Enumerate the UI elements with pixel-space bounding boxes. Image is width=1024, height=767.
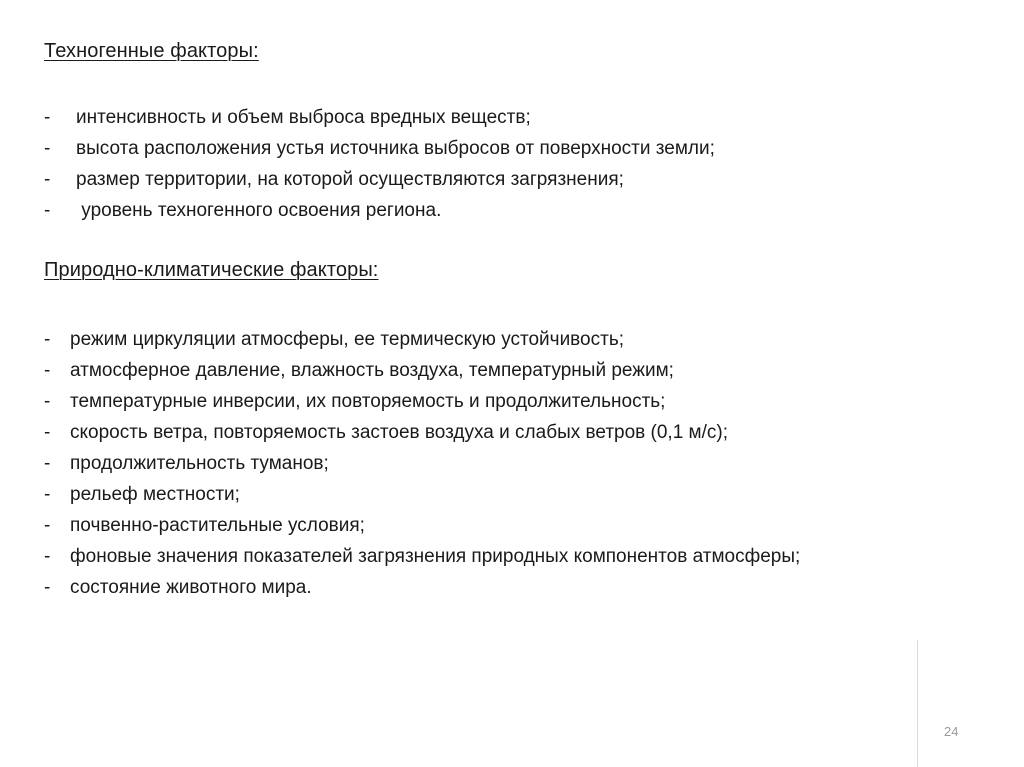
list-dash: - xyxy=(44,200,51,221)
list-item-text: состояние животного мира. xyxy=(70,577,312,598)
list-item-text: интенсивность и объем выброса вредных веществ; xyxy=(76,107,531,128)
page-number: 24 xyxy=(944,724,959,739)
list-item-text: рельеф местности; xyxy=(70,484,240,505)
list-dash: - xyxy=(44,546,51,567)
technogenic-heading: Техногенные факторы: xyxy=(44,40,259,62)
list-item-text: режим циркуляции атмосферы, ее термическую устойчивость; xyxy=(70,329,625,350)
slide-edge-line xyxy=(917,640,918,767)
list-dash: - xyxy=(44,138,51,159)
list-dash: - xyxy=(44,169,51,190)
list-item xyxy=(44,102,715,133)
list-dash: - xyxy=(44,515,51,536)
list-item-text: почвенно-растительные условия; xyxy=(70,515,365,536)
list-item-text: фоновые значения показателей загрязнения природных компонентов атмосферы; xyxy=(70,546,801,567)
list-dash: - xyxy=(44,422,51,443)
list-item xyxy=(44,572,800,603)
list-item xyxy=(44,164,715,195)
list-dash: - xyxy=(44,360,51,381)
list-dash: - xyxy=(44,329,51,350)
list-item xyxy=(44,417,800,448)
technogenic-list xyxy=(44,102,715,226)
list-item-text: температурные инверсии, их повторяемость и продолжительность; xyxy=(70,391,666,412)
list-item xyxy=(44,324,800,355)
list-dash: - xyxy=(44,484,51,505)
list-item xyxy=(44,195,715,226)
list-item xyxy=(44,479,800,510)
list-item-text: продолжительность туманов; xyxy=(70,453,329,474)
list-dash: - xyxy=(44,453,51,474)
list-item xyxy=(44,386,800,417)
list-dash: - xyxy=(44,107,51,128)
list-dash: - xyxy=(44,391,51,412)
list-item xyxy=(44,448,800,479)
list-item-text: размер территории, на которой осуществляются загрязнения; xyxy=(76,169,624,190)
natural-list xyxy=(44,324,800,603)
list-dash: - xyxy=(44,577,51,598)
list-item-text: атмосферное давление, влажность воздуха, температурный режим; xyxy=(70,360,674,381)
list-item-text: высота расположения устья источника выбросов от поверхности земли; xyxy=(76,138,715,159)
list-item xyxy=(44,355,800,386)
list-item-text: скорость ветра, повторяемость застоев воздуха и слабых ветров (0,1 м/с); xyxy=(70,422,728,443)
list-item-text: уровень техногенного освоения региона. xyxy=(76,200,442,221)
list-item xyxy=(44,510,800,541)
natural-heading: Природно-климатические факторы: xyxy=(44,259,379,281)
list-item xyxy=(44,541,800,572)
list-item xyxy=(44,133,715,164)
